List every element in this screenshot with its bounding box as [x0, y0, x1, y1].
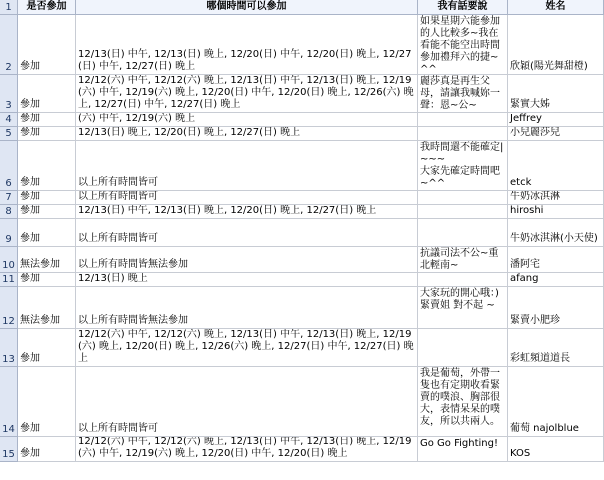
cell-name[interactable] — [508, 205, 604, 219]
cell-comment-text: 大家玩的開心哦：) 緊賣姐 對不起 ~ — [420, 288, 499, 311]
cell-name[interactable] — [508, 127, 604, 141]
cell-times[interactable] — [76, 287, 418, 329]
cell-attend-text: 無法參加 — [20, 315, 60, 326]
cell-times[interactable] — [76, 191, 418, 205]
row-header[interactable]: 15 — [0, 437, 18, 462]
row-header[interactable]: 12 — [0, 287, 18, 329]
cell-times-text: 以上所有時間皆可 — [78, 177, 158, 188]
cell-comment[interactable] — [418, 127, 508, 141]
cell-attend[interactable] — [18, 273, 76, 287]
row-header[interactable]: 13 — [0, 329, 18, 367]
cell-attend-text: 參加 — [20, 191, 40, 202]
cell-times[interactable] — [76, 367, 418, 437]
cell-times-text: 以上所有時間皆無法參加 — [78, 259, 188, 270]
cell-attend[interactable] — [18, 191, 76, 205]
cell-times[interactable] — [76, 273, 418, 287]
cell-attend-text: 參加 — [20, 127, 40, 138]
cell-name[interactable] — [508, 141, 604, 191]
cell-name-text: etck — [510, 177, 532, 188]
cell-comment[interactable] — [418, 15, 508, 75]
cell-name-text: Jeffrey — [510, 113, 542, 124]
cell-comment[interactable] — [418, 329, 508, 367]
cell-comment-text: 抗議司法不公~重北輕南~ — [420, 248, 499, 271]
cell-name[interactable] — [508, 367, 604, 437]
cell-attend-text: 參加 — [20, 113, 40, 124]
cell-times-text: 12/13(日) 中午, 12/13(日) 晚上, 12/20(日) 中午, 12/20(日) 晚上, 12/27(日) 中午, 12/27(日) 晚上 — [78, 49, 412, 72]
cell-attend-text: 無法參加 — [20, 259, 60, 270]
row-header[interactable]: 10 — [0, 247, 18, 273]
cell-comment-text: 如果星期六能參加的人比較多~我在看能不能空出時間參加禮拜六的捷~^^ — [420, 16, 500, 75]
cell-attend-text: 參加 — [20, 177, 40, 188]
cell-name-text: 潘阿宅 — [510, 259, 540, 270]
cell-comment[interactable] — [418, 247, 508, 273]
cell-times[interactable] — [76, 15, 418, 75]
cell-name-text: afang — [510, 273, 539, 284]
cell-attend-text: 參加 — [20, 61, 40, 72]
cell-attend-text: 參加 — [20, 205, 40, 216]
cell-times-text: 12/13(日) 晚上, 12/20(日) 晚上, 12/27(日) 晚上 — [78, 127, 301, 138]
cell-times[interactable] — [76, 113, 418, 127]
row-header[interactable]: 8 — [0, 205, 18, 219]
cell-attend[interactable] — [18, 75, 76, 113]
cell-times-text: 以上所有時間皆無法參加 — [78, 315, 188, 326]
cell-comment-text: 我時間還不能確定|~~~ 大家先確定時間吧~^^ — [420, 142, 504, 189]
cell-name[interactable] — [508, 287, 604, 329]
cell-comment[interactable] — [418, 113, 508, 127]
cell-times[interactable] — [76, 329, 418, 367]
cell-times-text: 以上所有時間皆可 — [78, 233, 158, 244]
cell-name-text: 彩虹頻道道長 — [510, 353, 570, 364]
cell-name-text: 緊賣小肥珍 — [510, 315, 560, 326]
row-header[interactable]: 4 — [0, 113, 18, 127]
row-header-1[interactable]: 1 — [0, 0, 18, 15]
cell-name[interactable] — [508, 75, 604, 113]
cell-attend[interactable] — [18, 329, 76, 367]
cell-times[interactable] — [76, 205, 418, 219]
cell-comment[interactable] — [418, 367, 508, 437]
cell-times-text: 以上所有時間皆可 — [78, 191, 158, 202]
cell-attend[interactable] — [18, 141, 76, 191]
cell-times[interactable] — [76, 127, 418, 141]
cell-name-text: 欣穎(陽光舞甜橙) — [510, 61, 588, 72]
row-header[interactable]: 9 — [0, 219, 18, 247]
cell-times-text: 12/12(六) 中午, 12/12(六) 晚上, 12/13(日) 中午, 12/13(日) 晚上, 12/19(六) 中午, 12/19(六) 晚上, 12/20(日) 中午, 12/20(日) 晚上, 12/26(六) 晚上, 12/27(日) 中午, 12/27(日) 晚上 — [78, 75, 414, 110]
row-header[interactable]: 6 — [0, 141, 18, 191]
cell-name-text: 牛奶冰淇淋 — [510, 191, 560, 202]
cell-name[interactable] — [508, 219, 604, 247]
cell-attend[interactable] — [18, 437, 76, 462]
cell-attend[interactable] — [18, 219, 76, 247]
cell-name-text: 牛奶冰淇淋(小天使) — [510, 233, 598, 244]
row-header[interactable]: 2 — [0, 15, 18, 75]
row-header[interactable]: 3 — [0, 75, 18, 113]
cell-comment-text: 我是葡萄，外帶一隻也有定期收看緊賣的噗浪、胸部很大，表情呆呆的噗友，所以共兩人。 — [420, 368, 500, 427]
cell-name-text: 小兒麗莎兒 — [510, 127, 560, 138]
cell-attend[interactable] — [18, 205, 76, 219]
cell-attend[interactable] — [18, 247, 76, 273]
column-header-comment[interactable]: 我有話要說 — [418, 0, 508, 15]
cell-attend-text: 參加 — [20, 273, 40, 284]
cell-times-text: (六) 中午, 12/19(六) 晚上 — [78, 113, 196, 124]
cell-comment[interactable] — [418, 141, 508, 191]
cell-attend[interactable] — [18, 127, 76, 141]
cell-comment[interactable] — [418, 205, 508, 219]
cell-attend[interactable] — [18, 367, 76, 437]
cell-comment[interactable] — [418, 75, 508, 113]
cell-attend-text: 參加 — [20, 448, 40, 459]
cell-times-text: 12/12(六) 中午, 12/12(六) 晚上, 12/13(日) 中午, 12/13(日) 晚上, 12/19(六) 晚上, 12/20(日) 晚上, 12/26(六) 晚上, 12/27(日) 中午, 12/27(日) 晚上 — [78, 329, 414, 364]
cell-comment-text: 麗莎真是再生父母，請讓我喊妳一聲：恩~公~ — [420, 76, 500, 111]
cell-attend-text: 參加 — [20, 423, 40, 434]
cell-attend[interactable] — [18, 287, 76, 329]
cell-attend-text: 參加 — [20, 353, 40, 364]
column-header-times[interactable]: 哪個時間可以參加 — [76, 0, 418, 15]
cell-name[interactable] — [508, 191, 604, 205]
cell-times[interactable] — [76, 75, 418, 113]
cell-comment[interactable] — [418, 273, 508, 287]
cell-comment[interactable] — [418, 219, 508, 247]
cell-comment[interactable] — [418, 437, 508, 462]
cell-times-text: 12/13(日) 晚上 — [78, 273, 148, 284]
cell-name-text: KOS — [510, 448, 531, 459]
cell-name-text: 緊實大姊 — [510, 99, 550, 110]
cell-attend-text: 參加 — [20, 99, 40, 110]
cell-name-text: hiroshi — [510, 205, 544, 216]
cell-comment-text: Go Go Fighting! — [420, 438, 498, 449]
cell-times-text: 12/12(六) 中午, 12/12(六) 晚上, 12/13(日) 中午, 12/13(日) 晚上, 12/19(六) 中午, 12/19(六) 晚上, 12/20(日) 中午, 12/20(日) 晚上 — [78, 437, 412, 459]
cell-name[interactable] — [508, 15, 604, 75]
row-header[interactable]: 14 — [0, 367, 18, 437]
cell-times[interactable] — [76, 141, 418, 191]
cell-times[interactable] — [76, 247, 418, 273]
cell-attend[interactable] — [18, 113, 76, 127]
cell-attend[interactable] — [18, 15, 76, 75]
row-header[interactable]: 5 — [0, 127, 18, 141]
column-header-attend[interactable]: 是否參加 — [18, 0, 76, 15]
column-header-name[interactable]: 姓名 — [508, 0, 604, 15]
cell-attend-text: 參加 — [20, 233, 40, 244]
cell-name-text: 葡萄 najolblue — [510, 423, 579, 434]
cell-times-text: 以上所有時間皆可 — [78, 423, 158, 434]
cell-times[interactable] — [76, 219, 418, 247]
cell-name[interactable] — [508, 437, 604, 462]
cell-name[interactable] — [508, 247, 604, 273]
cell-times-text: 12/13(日) 中午, 12/13(日) 晚上, 12/20(日) 晚上, 12/27(日) 晚上 — [78, 205, 377, 216]
cell-name[interactable] — [508, 113, 604, 127]
cell-name[interactable] — [508, 273, 604, 287]
row-header[interactable]: 7 — [0, 191, 18, 205]
cell-times[interactable] — [76, 437, 418, 462]
cell-comment[interactable] — [418, 287, 508, 329]
cell-comment[interactable] — [418, 191, 508, 205]
row-header[interactable]: 11 — [0, 273, 18, 287]
cell-name[interactable] — [508, 329, 604, 367]
